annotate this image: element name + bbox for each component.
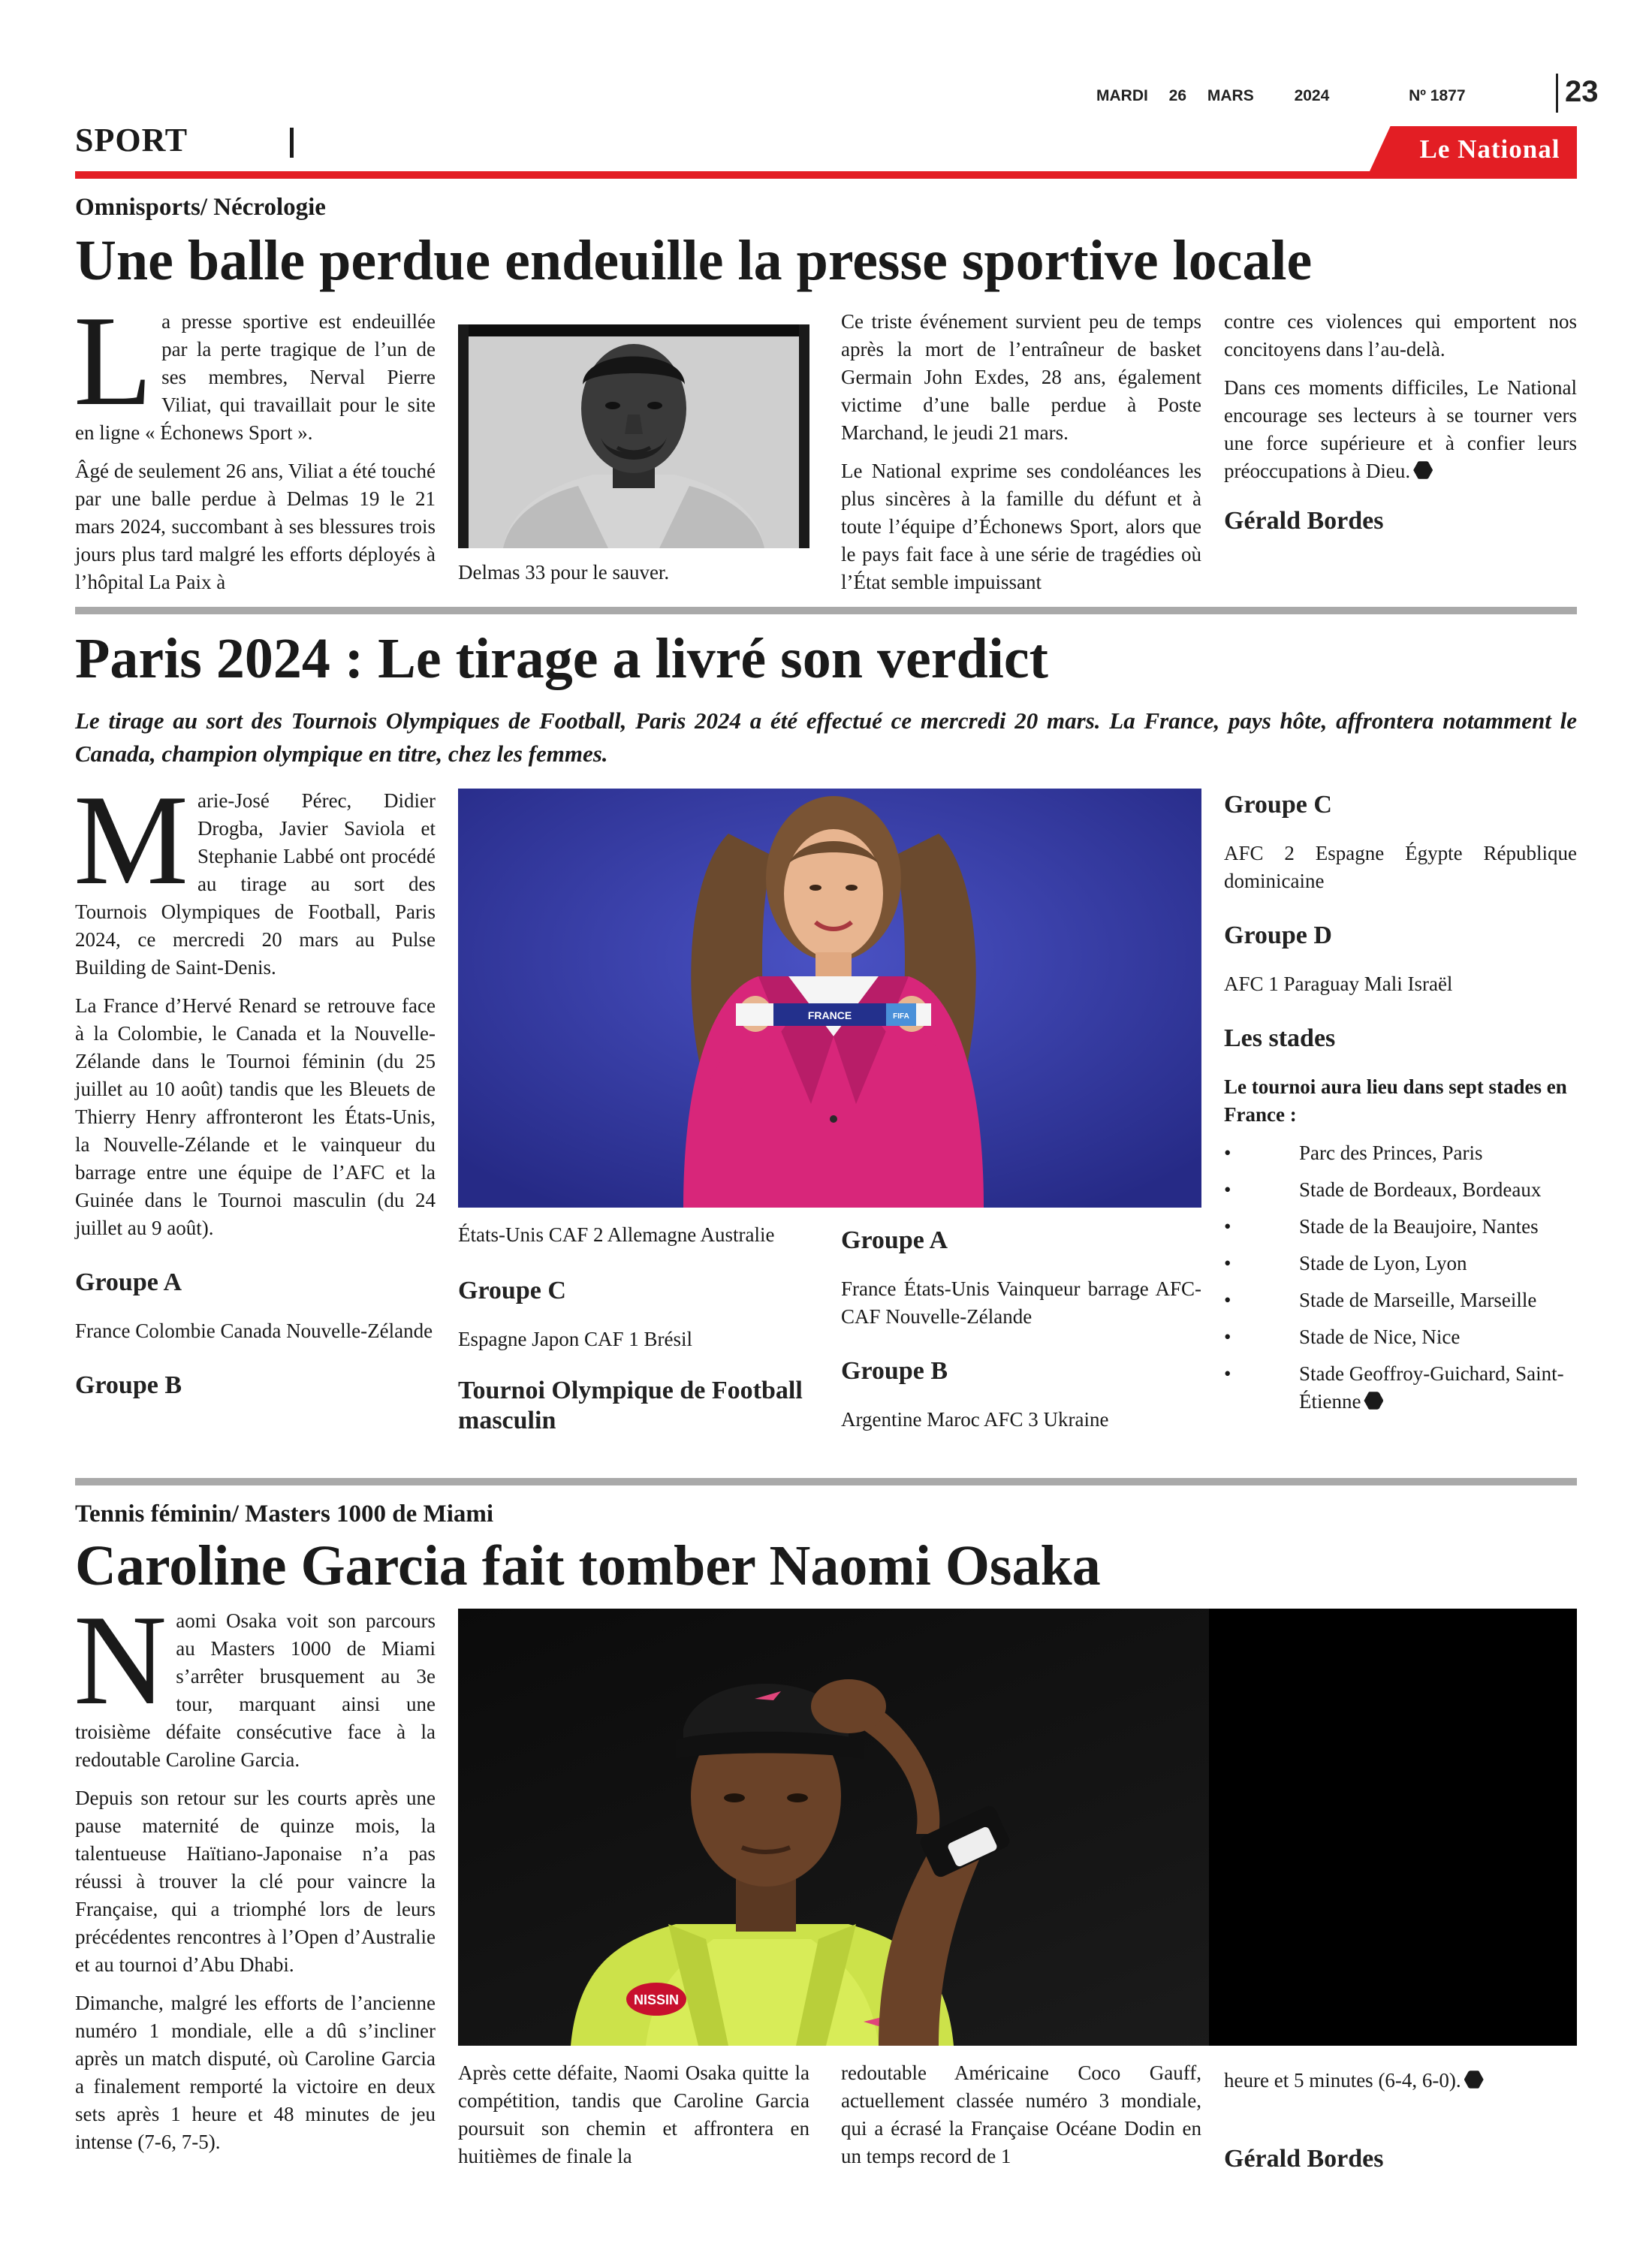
section-divider (290, 128, 294, 158)
article1-bottom-rule (75, 607, 1577, 614)
article2-paragraph-1: Marie-José Pérec, Didier Drogba, Javier Saviola et Stephanie Labbé ont procédé au tirage au sort des Tournois Olympiques de Football, Paris 2024, ce mercredi 20 mars au Pulse Building de Saint-Denis. (74, 769, 436, 979)
article3-dropcap: N (74, 1589, 167, 1732)
groupe-a-feminin-title: Groupe A (75, 1268, 182, 1296)
section-label: SPORT (75, 122, 188, 158)
article3-photo (458, 1609, 1577, 2046)
date-year: 2024 (1294, 87, 1330, 104)
article1-photo (458, 324, 809, 548)
stades-list (1224, 1139, 1577, 1416)
article3-col1 (74, 1589, 436, 2156)
article3-paragraph-2: Depuis son retour sur les courts après une pause maternité de quinze mois, la talentueuse Haïtiano-Japonaise n’a pas réussi à trouver la clé pour vaincre la Française, qui a triomphé lors de leurs précédentes rencontres à l’Open d’Australie et au tournoi d’Abu Dhabi. (75, 1787, 436, 1976)
header-red-rule (75, 171, 1577, 179)
end-mark-icon (1464, 2070, 1484, 2089)
article3-col2 (458, 2059, 809, 2170)
article3-title: Caroline Garcia fait tomber Naomi Osaka (75, 1534, 1101, 1597)
stade-item: • Stade de Bordeaux, Bordeaux (1224, 1176, 1577, 1204)
stade-item: • Stade de Nice, Nice (1224, 1323, 1577, 1351)
article3-col3 (841, 2059, 1201, 2170)
stade-item: • Stade Geoffroy-Guichard, Saint-Étienne (1224, 1360, 1577, 1416)
article3-paragraph-4: Après cette défaite, Naomi Osaka quitte la compétition, tandis que Caroline Garcia poursuit son chemin et affrontera en huitièmes de finale la (458, 2061, 809, 2167)
stade-item: • Parc des Princes, Paris (1224, 1139, 1577, 1167)
article1-col1 (74, 290, 436, 596)
groupe-a-masculin-title: Groupe A (841, 1226, 948, 1254)
groupe-d-masculin-text: AFC 1 Paraguay Mali Israël (1224, 973, 1453, 995)
groupe-c-masculin-text: AFC 2 Espagne Égypte République dominicaine (1224, 842, 1577, 892)
groupe-c-feminin-text: Espagne Japon CAF 1 Brésil (458, 1328, 692, 1350)
groupe-c-masculin-title: Groupe C (1224, 791, 1332, 819)
stade-item: • Stade de Marseille, Marseille (1224, 1286, 1577, 1314)
article2-photo (458, 789, 1201, 1208)
article3-paragraph-6: heure et 5 minutes (6-4, 6-0). (1224, 2067, 1577, 2095)
stades-title: Les stades (1224, 1024, 1336, 1052)
date-line (1096, 87, 1466, 105)
article1-title: Une balle perdue endeuille la presse sportive locale (75, 229, 1313, 292)
banner-fifa-text: FIFA (893, 1012, 909, 1021)
article2-paragraph-2: La France d’Hervé Renard se retrouve face à la Colombie, le Canada et la Nouvelle-Zélande dans le Tournoi féminin (du 25 juillet au 10 août) tandis que les Bleuets de Thierry Henry affronteront les États-Unis, la Nouvelle-Zélande et le vainqueur du barrage entre une équipe de l’AFC et la Guinée dans le Tournoi masculin (du 24 juillet au 9 août). (75, 994, 436, 1239)
date-number: 26 (1168, 87, 1187, 104)
groupe-b-feminin-title: Groupe B (75, 1371, 182, 1399)
article1-paragraph-7: Dans ces moments difficiles, Le National encourage ses lecteurs à se tourner vers une force supérieure et à confier leurs préoccupations à Dieu. (1224, 376, 1577, 482)
article1-paragraph-3: Delmas 33 pour le sauver. (458, 561, 670, 584)
tournoi-masculin-title: Tournoi Olympique de Football masculin (458, 1377, 803, 1434)
article2-bottom-rule (75, 1478, 1577, 1485)
article1-paragraph-5: Le National exprime ses condoléances les plus sincères à la famille du défunt et à toute l’équipe d’Échonews Sport, alors que le pays fait face à une série de tragédies où l’État semble impuissant (841, 460, 1201, 593)
brand-name: Le National (1419, 134, 1560, 164)
stades-intro: Le tournoi aura lieu dans sept stades en France : (1224, 1075, 1567, 1126)
article3-author: Gérald Bordes (1224, 2145, 1384, 2173)
article2-title: Paris 2024 : Le tirage a livré son verdict (75, 627, 1048, 690)
article2-col3 (841, 1226, 1201, 1434)
article1-paragraph-2: Âgé de seulement 26 ans, Viliat a été touché par une balle perdue à Delmas 19 le 21 mars 2024, succombant à ses blessures trois jours plus tard malgré les efforts déployés à l’hôpital La Paix à (75, 460, 436, 593)
draw-ceremony-image (458, 789, 1201, 1208)
article1-col3 (841, 308, 1201, 596)
stade-item: • Stade de Lyon, Lyon (1224, 1250, 1577, 1277)
stade-item: • Stade de la Beaujoire, Nantes (1224, 1213, 1577, 1241)
article3-paragraph-5: redoutable Américaine Coco Gauff, actuellement classée numéro 3 mondiale, qui a écrasé la Française Océane Dodin en un temps record de 1 (841, 2061, 1201, 2167)
end-mark-icon (1413, 460, 1433, 480)
article1-paragraph-4: Ce triste événement survient peu de temps après la mort de l’entraîneur de basket Germain John Exdes, 28 ans, également victime d’une balle perdue à Poste Marchand, le jeudi 21 mars. (841, 310, 1201, 444)
article1-paragraph-1: La presse sportive est endeuillée par la perte tragique de l’un de ses membres, Nerval Pierre Viliat, qui travaillait pour le site en ligne « Échonews Sport ». (74, 290, 436, 444)
groupe-b-masculin-title: Groupe B (841, 1357, 948, 1385)
article1-paragraph-6: contre ces violences qui emportent nos concitoyens dans l’au-delà. (1224, 310, 1577, 360)
portrait-man-image (458, 324, 809, 548)
banner-country-text: FRANCE (807, 1009, 852, 1021)
page-number: 23 (1565, 75, 1599, 108)
groupe-c-feminin-title: Groupe C (458, 1277, 566, 1304)
issue-number: Nº 1877 (1409, 87, 1466, 104)
article1-author: Gérald Bordes (1224, 507, 1384, 535)
end-mark-icon (1364, 1391, 1383, 1410)
article2-col2 (458, 1221, 809, 1436)
sponsor-logo-text: NISSIN (633, 1992, 680, 2007)
article3-paragraph-3: Dimanche, malgré les efforts de l’ancienne numéro 1 mondiale, elle a dû s’incliner après un match disputé, où Caroline Garcia a finalement remporté la victoire en deux sets après 1 heure et 48 minutes de jeu intense (7-6, 7-5). (75, 1992, 436, 2153)
article3-col4 (1224, 2059, 1577, 2174)
article2-lead: Le tirage au sort des Tournois Olympiques de Football, Paris 2024 a été effectué ce mercredi 20 mars. La France, pays hôte, affrontera notamment le Canada, champion olympique en titre, chez les femmes. (75, 707, 1577, 767)
article2-col4 (1224, 790, 1577, 1425)
groupe-a-feminin-text: France Colombie Canada Nouvelle-Zélande (75, 1320, 433, 1342)
article3-paragraph-1: Naomi Osaka voit son parcours au Masters 1000 de Miami s’arrêter brusquement au 3e tour, marquant ainsi une troisième défaite consécutive face à la redoutable Caroline Garcia. (74, 1589, 436, 1771)
article2-dropcap: M (74, 769, 188, 912)
date-day: MARDI (1096, 87, 1148, 104)
groupe-b-masculin-text: Argentine Maroc AFC 3 Ukraine (841, 1408, 1109, 1431)
date-month: MARS (1207, 87, 1254, 104)
article3-kicker: Tennis féminin/ Masters 1000 de Miami (75, 1500, 494, 1528)
article1-col4 (1224, 308, 1577, 536)
article1-kicker: Omnisports/ Nécrologie (75, 194, 326, 221)
page-number-divider (1556, 74, 1558, 113)
groupe-d-masculin-title: Groupe D (1224, 921, 1332, 949)
tennis-player-image (458, 1609, 1577, 2046)
article1-dropcap: L (74, 290, 153, 433)
groupe-b-feminin-text: États-Unis CAF 2 Allemagne Australie (458, 1223, 775, 1246)
groupe-a-masculin-text: France États-Unis Vainqueur barrage AFC-CAF Nouvelle-Zélande (841, 1277, 1201, 1328)
article2-col1 (74, 769, 436, 1401)
